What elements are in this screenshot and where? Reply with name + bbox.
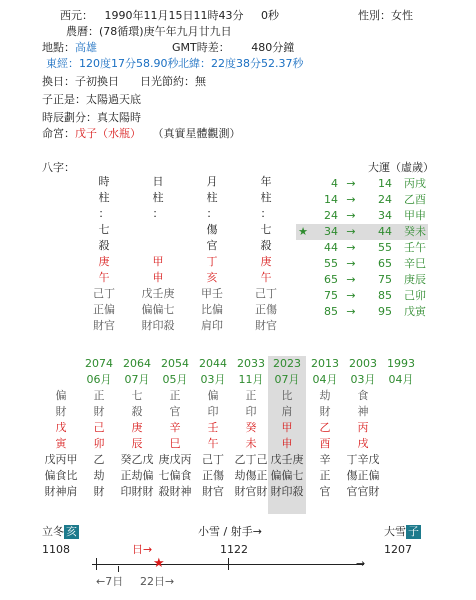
flow-god2: 財 bbox=[55, 405, 67, 418]
bazi-title: 時 bbox=[98, 175, 110, 188]
flow-column bbox=[306, 356, 344, 500]
flow-year[interactable] bbox=[42, 356, 80, 372]
dayun-to: 75 bbox=[378, 273, 392, 286]
longitude: 東經：120度17分58.90秒 bbox=[46, 57, 179, 70]
bazi-hidden: 己丁 bbox=[93, 287, 115, 300]
day-change: 換日：子初換日 bbox=[42, 75, 119, 88]
dayun-from: 85 bbox=[324, 305, 338, 318]
flow-hg: 劫 bbox=[93, 469, 105, 482]
bazi-god: 七 bbox=[260, 223, 272, 236]
term-right-label: 大雪 bbox=[384, 525, 406, 538]
flow-column bbox=[344, 356, 382, 500]
flow-column bbox=[194, 356, 232, 500]
bazi-colon: ： bbox=[152, 207, 164, 220]
flow-stem: 甲 bbox=[281, 421, 293, 434]
bazi-hidden_gods: 比偏 bbox=[201, 303, 223, 316]
bazi-hidden_gods2: 財印殺 bbox=[141, 319, 175, 332]
dayun-row[interactable] bbox=[296, 224, 428, 240]
dayun-from: 75 bbox=[324, 289, 338, 302]
dayun-row[interactable] bbox=[296, 304, 428, 320]
dayun-from: 4 bbox=[331, 177, 338, 190]
western-seconds: 0秒 bbox=[260, 9, 279, 22]
term-left bbox=[42, 524, 79, 540]
bazi-pillar bbox=[244, 174, 288, 334]
palace-row bbox=[42, 126, 241, 142]
bazi-god2: 殺 bbox=[98, 239, 110, 252]
dayun-row[interactable] bbox=[296, 208, 428, 224]
flow-year[interactable]: 2064 bbox=[123, 357, 151, 370]
bazi-sub: 柱 bbox=[98, 191, 110, 204]
flow-hg: 正 bbox=[319, 469, 331, 482]
flow-branch: 申 bbox=[281, 437, 293, 450]
flow-stem: 丙 bbox=[357, 421, 369, 434]
flow-branch: 戌 bbox=[357, 437, 369, 450]
bazi-pillar bbox=[82, 174, 126, 334]
flow-hg: 傷正偏 bbox=[346, 469, 380, 482]
bazi-title: 年 bbox=[260, 175, 272, 188]
dayun-to: 55 bbox=[378, 241, 392, 254]
dayun-from: 65 bbox=[324, 273, 338, 286]
gender-value: 女性 bbox=[391, 9, 413, 22]
bazi-hidden_gods2: 財官 bbox=[93, 319, 115, 332]
flow-god: 食 bbox=[357, 389, 369, 402]
gmt-label: GMT時差： bbox=[172, 41, 230, 54]
flow-column bbox=[118, 356, 156, 500]
bazi-god2 bbox=[136, 238, 180, 254]
dayun-row[interactable] bbox=[296, 176, 428, 192]
flow-hidden: 戊丙甲 bbox=[44, 453, 78, 466]
bazi-hidden: 甲壬 bbox=[201, 287, 223, 300]
flow-hg2: 財 bbox=[93, 485, 105, 498]
place-row bbox=[42, 40, 97, 56]
flow-god2: 財 bbox=[93, 405, 105, 418]
timeline-tick-mid bbox=[228, 558, 229, 570]
bazi-stem: 庚 bbox=[98, 255, 110, 268]
bazi-god: 傷 bbox=[206, 223, 218, 236]
flow-branch: 未 bbox=[245, 437, 257, 450]
timeline-tick-small bbox=[118, 566, 119, 572]
flow-column bbox=[80, 356, 118, 500]
flow-stem: 辛 bbox=[169, 421, 181, 434]
flow-hg: 劫傷正 bbox=[234, 469, 268, 482]
palace-note: （真實星體觀測） bbox=[152, 127, 241, 140]
flow-year[interactable]: 2054 bbox=[161, 357, 189, 370]
term-right bbox=[384, 524, 421, 540]
flow-month: 07月 bbox=[124, 373, 150, 386]
flow-column bbox=[232, 356, 270, 500]
bazi-pillar bbox=[190, 174, 234, 334]
flow-hidden: 乙丁己 bbox=[234, 453, 268, 466]
flow-stem: 己 bbox=[93, 421, 105, 434]
flow-hg2: 印財財 bbox=[120, 485, 154, 498]
flow-stem bbox=[382, 420, 420, 436]
flow-branch: 酉 bbox=[319, 437, 331, 450]
bazi-stem: 丁 bbox=[206, 255, 218, 268]
bazi-hidden: 己丁 bbox=[255, 287, 277, 300]
bazi-sub: 柱 bbox=[206, 191, 218, 204]
flow-hg2: 官 bbox=[319, 485, 331, 498]
flow-god bbox=[382, 388, 420, 404]
dayun-ganzhi: 戊寅 bbox=[404, 305, 426, 318]
flow-god2: 殺 bbox=[131, 405, 143, 418]
flow-god: 七 bbox=[131, 389, 143, 402]
dayun-ganzhi: 辛巳 bbox=[404, 257, 426, 270]
flow-month: 07月 bbox=[274, 373, 300, 386]
flow-column bbox=[42, 356, 80, 500]
term-left-label: 立冬 bbox=[42, 525, 64, 538]
palace-value: 戊子（水瓶） bbox=[75, 127, 141, 140]
flow-year[interactable]: 2023 bbox=[273, 357, 301, 370]
dayun-arrow-icon: → bbox=[346, 273, 356, 286]
flow-branch: 午 bbox=[207, 437, 219, 450]
flow-branch: 巳 bbox=[169, 437, 181, 450]
flow-month: 04月 bbox=[388, 373, 414, 386]
flow-hg: 七偏食 bbox=[158, 469, 192, 482]
place-value[interactable]: 高雄 bbox=[75, 41, 97, 54]
term-right-tag: 子 bbox=[408, 525, 419, 538]
flow-hidden: 戊壬庚 bbox=[270, 453, 304, 466]
bazi-hidden_gods2: 肩印 bbox=[201, 319, 223, 332]
dayun-row[interactable] bbox=[296, 256, 428, 272]
flow-god2: 神 bbox=[357, 405, 369, 418]
flow-column bbox=[382, 356, 420, 500]
dayun-ganzhi: 丙戌 bbox=[404, 177, 426, 190]
dayun-to: 95 bbox=[378, 305, 392, 318]
flow-god2: 財 bbox=[319, 405, 331, 418]
dayun-to: 34 bbox=[378, 209, 392, 222]
flow-hidden: 辛 bbox=[319, 453, 331, 466]
dayun-ganzhi: 癸未 bbox=[404, 225, 426, 238]
bazi-colon: ： bbox=[260, 207, 272, 220]
dayun-arrow-icon: → bbox=[346, 177, 356, 190]
bazi-colon: ： bbox=[98, 207, 110, 220]
dayun-row[interactable] bbox=[296, 240, 428, 256]
dayun-to: 24 bbox=[378, 193, 392, 206]
dayun-row[interactable] bbox=[296, 288, 428, 304]
zizheng: 子正是：太陽過天底 bbox=[42, 93, 141, 106]
bazi-colon: ： bbox=[206, 207, 218, 220]
dayun-arrow-icon: → bbox=[346, 241, 356, 254]
dayun-arrow-icon: → bbox=[346, 305, 356, 318]
dayun-from: 14 bbox=[324, 193, 338, 206]
dayun-arrow-icon: → bbox=[346, 225, 356, 238]
dayun-from: 55 bbox=[324, 257, 338, 270]
dayun-ganzhi: 壬午 bbox=[404, 241, 426, 254]
bazi-god: 七 bbox=[98, 223, 110, 236]
flow-hg bbox=[382, 468, 420, 484]
flow-hidden: 乙 bbox=[93, 453, 105, 466]
gender-label: 性別： bbox=[358, 9, 391, 22]
flow-month: 04月 bbox=[312, 373, 338, 386]
dayun-to: 65 bbox=[378, 257, 392, 270]
birth-marker-label: 日→ bbox=[132, 543, 153, 556]
western-date-row bbox=[60, 8, 279, 24]
bazi-branch: 亥 bbox=[206, 271, 218, 284]
flow-god: 偏 bbox=[55, 389, 67, 402]
flow-god: 正 bbox=[93, 389, 105, 402]
dayun-ganzhi: 庚辰 bbox=[404, 273, 426, 286]
term-right-num: 1207 bbox=[384, 543, 412, 556]
hour-division: 時辰劃分：真太陽時 bbox=[42, 111, 141, 124]
bazi-branch: 申 bbox=[152, 271, 164, 284]
term-left-num: 1108 bbox=[42, 543, 70, 556]
flow-year[interactable]: 2044 bbox=[199, 357, 227, 370]
flow-stem: 壬 bbox=[207, 421, 219, 434]
dayun-arrow-icon: → bbox=[346, 289, 356, 302]
bazi-title: 月 bbox=[206, 175, 218, 188]
flow-hg2: 殺財神 bbox=[158, 485, 192, 498]
days-left: ←7日 bbox=[96, 575, 124, 588]
birth-star-icon: ★ bbox=[153, 556, 165, 571]
dayun-from: 44 bbox=[324, 241, 338, 254]
bazi-label: 八字： bbox=[42, 161, 75, 174]
dayun-to: 14 bbox=[378, 177, 392, 190]
bazi-god bbox=[136, 222, 180, 238]
flow-column bbox=[268, 356, 306, 500]
flow-hg2: 財官 bbox=[202, 485, 224, 498]
flow-god: 比 bbox=[281, 389, 293, 402]
flow-column bbox=[156, 356, 194, 500]
dayun-row[interactable] bbox=[296, 272, 428, 288]
bazi-title: 日 bbox=[152, 175, 164, 188]
flow-hidden bbox=[382, 452, 420, 468]
flow-month bbox=[42, 372, 80, 388]
dayun-to: 44 bbox=[378, 225, 392, 238]
flow-god2 bbox=[382, 404, 420, 420]
flow-hidden: 庚戊丙 bbox=[158, 453, 192, 466]
dayun-title: 大運（虛歲） bbox=[368, 161, 434, 174]
dayun-ganzhi: 己卯 bbox=[404, 289, 426, 302]
flow-hg: 偏食比 bbox=[44, 469, 78, 482]
bazi-sub: 柱 bbox=[260, 191, 272, 204]
flow-hidden: 丁辛戊 bbox=[346, 453, 380, 466]
gmt-value: 480分鐘 bbox=[251, 41, 295, 54]
dayun-from: 24 bbox=[324, 209, 338, 222]
flow-hg2: 財神肩 bbox=[44, 485, 78, 498]
flow-hg: 偏偏七 bbox=[270, 469, 304, 482]
days-right: 22日→ bbox=[140, 575, 175, 588]
gender-row bbox=[358, 8, 413, 24]
dst: 日光節約：無 bbox=[140, 75, 206, 88]
gmt-row bbox=[172, 40, 294, 56]
dayun-ganzhi: 甲申 bbox=[404, 209, 426, 222]
flow-highlight-strip bbox=[268, 500, 306, 514]
flow-hidden: 癸乙戊 bbox=[120, 453, 154, 466]
dayun-from: 34 bbox=[324, 225, 338, 238]
bazi-hidden_gods: 偏偏七 bbox=[141, 303, 175, 316]
flow-branch: 卯 bbox=[93, 437, 105, 450]
bazi-hidden_gods: 正偏 bbox=[93, 303, 115, 316]
western-label: 西元： bbox=[60, 9, 93, 22]
flow-year[interactable]: 2013 bbox=[311, 357, 339, 370]
bazi-hidden: 戊壬庚 bbox=[141, 287, 175, 300]
dayun-ganzhi: 乙酉 bbox=[404, 193, 426, 206]
flow-branch: 辰 bbox=[131, 437, 143, 450]
flow-year[interactable]: 2003 bbox=[349, 357, 377, 370]
flow-god2: 肩 bbox=[281, 405, 293, 418]
lunar-date: 農曆：(78循環)庚午年九月廿九日 bbox=[66, 25, 232, 38]
dayun-row[interactable] bbox=[296, 192, 428, 208]
flow-stem: 庚 bbox=[131, 421, 143, 434]
dayun-to: 85 bbox=[378, 289, 392, 302]
flow-hg2: 財印殺 bbox=[270, 485, 304, 498]
bazi-hidden_gods: 正傷 bbox=[255, 303, 277, 316]
flow-branch: 寅 bbox=[55, 437, 67, 450]
bazi-hidden_gods2: 財官 bbox=[255, 319, 277, 332]
flow-god: 正 bbox=[169, 389, 181, 402]
flow-hg: 正傷 bbox=[202, 469, 224, 482]
term-left-tag: 亥 bbox=[66, 525, 77, 538]
flow-stem: 癸 bbox=[245, 421, 257, 434]
flow-god: 偏 bbox=[207, 389, 219, 402]
dayun-arrow-icon: → bbox=[346, 257, 356, 270]
timeline-tick-left bbox=[96, 558, 97, 570]
bazi-god2: 殺 bbox=[260, 239, 272, 252]
western-date: 1990年11月15日11時43分 bbox=[104, 9, 244, 22]
flow-hg: 正劫偏 bbox=[120, 469, 154, 482]
flow-hg2: 財官財 bbox=[234, 485, 268, 498]
bazi-god2: 官 bbox=[206, 239, 218, 252]
flow-month: 03月 bbox=[200, 373, 226, 386]
dayun-star-icon: ★ bbox=[298, 225, 308, 238]
bazi-stem: 庚 bbox=[260, 255, 272, 268]
flow-year[interactable]: 1993 bbox=[387, 357, 415, 370]
flow-month: 06月 bbox=[86, 373, 112, 386]
bazi-branch: 午 bbox=[98, 271, 110, 284]
dayun-arrow-icon: → bbox=[346, 193, 356, 206]
flow-god2: 印 bbox=[245, 405, 257, 418]
flow-god: 正 bbox=[245, 389, 257, 402]
dayun-arrow-icon: → bbox=[346, 209, 356, 222]
palace-label: 命宮： bbox=[42, 127, 75, 140]
bazi-branch: 午 bbox=[260, 271, 272, 284]
flow-year[interactable]: 2033 bbox=[237, 357, 265, 370]
flow-god2: 印 bbox=[207, 405, 219, 418]
flow-year[interactable]: 2074 bbox=[85, 357, 113, 370]
place-label: 地點： bbox=[42, 41, 75, 54]
flow-hg2 bbox=[382, 484, 420, 500]
flow-month: 03月 bbox=[350, 373, 376, 386]
flow-stem: 乙 bbox=[319, 421, 331, 434]
term-mid-num: 1122 bbox=[220, 543, 248, 556]
flow-stem: 戊 bbox=[55, 421, 67, 434]
flow-month: 11月 bbox=[238, 373, 264, 386]
flow-god2: 官 bbox=[169, 405, 181, 418]
flow-month: 05月 bbox=[162, 373, 188, 386]
latitude: 北緯：22度38分52.37秒 bbox=[178, 57, 304, 70]
bazi-pillar bbox=[136, 174, 180, 334]
bazi-stem: 甲 bbox=[152, 255, 164, 268]
flow-god: 劫 bbox=[319, 389, 331, 402]
timeline-arrow-icon: → bbox=[356, 557, 366, 570]
term-mid-label: 小雪 / 射手→ bbox=[198, 525, 262, 538]
flow-branch bbox=[382, 436, 420, 452]
flow-hidden: 己丁 bbox=[202, 453, 224, 466]
bazi-sub: 柱 bbox=[152, 191, 164, 204]
flow-hg2: 官官財 bbox=[346, 485, 380, 498]
